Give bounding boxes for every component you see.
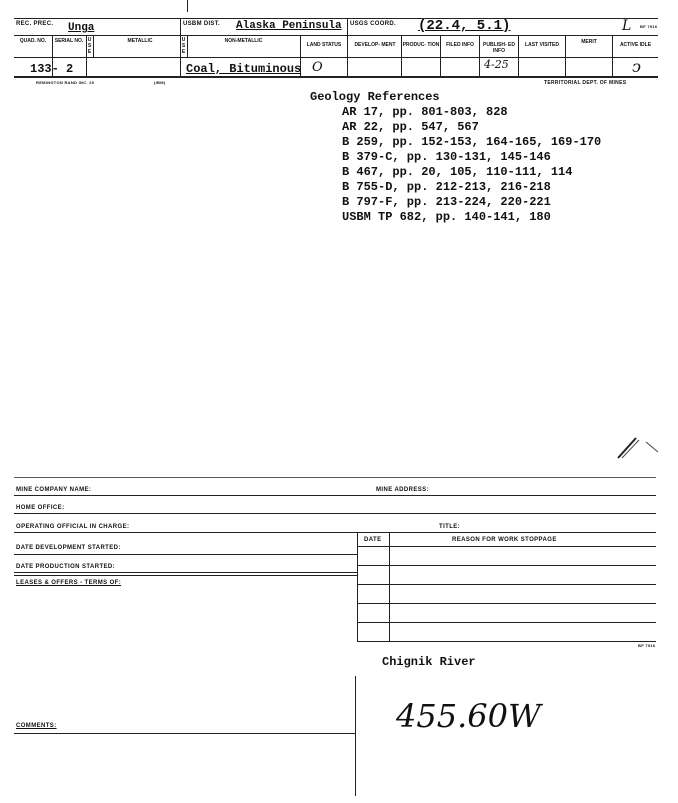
form-line-4 [14,554,357,555]
geology-references [310,90,601,225]
published-info-value: 4-25 [484,58,509,71]
reason-column-header: REASON FOR WORK STOPPAGE [452,537,557,543]
location-value: Chignik River [382,655,476,669]
form-line-3 [14,532,656,533]
col-land-status: LAND STATUS [306,42,342,48]
table-row-line [357,565,656,566]
printer-code: (IBM) [154,80,166,85]
form-number-2: BF 7916 [638,643,656,648]
form-number: BF 7916 [640,24,658,29]
geology-ref: B 467, pp. 20, 105, 110-111, 114 [342,165,573,179]
card-top-line [14,18,658,19]
pencil-mark-icon [614,432,662,462]
usbm-dist-value: Alaska Peninsula [236,20,342,32]
mine-address-label: MINE ADDRESS: [376,487,429,493]
date-dev-started-label: DATE DEVELOPMENT STARTED: [16,545,121,551]
table-header-line [357,546,656,547]
col-quad-no: QUAD. NO. [19,38,47,44]
geology-ref: B 379-C, pp. 130-131, 145-146 [342,150,551,164]
geology-ref: B 259, pp. 152-153, 164-165, 169-170 [342,135,602,149]
form-line-5b [14,575,357,576]
table-date-divider [389,532,390,642]
col-development: DEVELOP- MENT [354,42,396,48]
geology-ref: AR 22, pp. 547, 567 [342,120,479,134]
geology-ref: AR 17, pp. 801-803, 828 [342,105,508,119]
header-divider [14,35,658,36]
title-label: TITLE: [439,524,461,530]
usgs-coord-value: (22.4, 5.1) [418,18,511,34]
col-last-visited: LAST VISITED [525,42,559,48]
col-non-metallic: NON-METALLIC [224,38,263,44]
date-prod-started-label: DATE PRODUCTION STARTED: [16,564,116,570]
non-metallic-value: Coal, Bituminous [186,62,302,76]
comments-label: COMMENTS: [16,723,57,729]
col-production: PRODUC- TION [402,42,440,48]
geology-ref: B 755-D, pp. 212-213, 216-218 [342,180,551,194]
top-tick [187,0,188,12]
col-active-idle: ACTIVE IDLE [619,42,652,48]
home-office-label: HOME OFFICE: [16,505,65,511]
geology-ref-list [310,105,601,225]
rec-prec-label: REC. PREC. [16,21,54,27]
table-row-line [357,584,656,585]
leases-label: LEASES & OFFERS - TERMS OF: [16,580,122,586]
mine-company-name-label: MINE COMPANY NAME: [16,487,92,493]
geology-ref: B 797-F, pp. 213-224, 220-221 [342,195,551,209]
card-bottom-line [14,76,658,78]
form-line-5 [14,572,357,573]
table-row-line [357,603,656,604]
quad-serial-value: 133- 2 [30,62,74,76]
col-metallic: METALLIC [127,38,153,44]
form-top-line [14,477,656,478]
col-published-info: PUBLISH- ED INFO [483,42,515,54]
land-status-value: O [312,60,323,75]
divider-usgs [347,18,348,76]
comments-divider [355,676,356,796]
table-row-line [357,622,656,623]
col-use-a: U S E [87,37,92,55]
form-line-2 [14,513,656,514]
rec-prec-value: Unga [68,22,95,34]
table-bottom-line [357,641,656,642]
table-left-border [357,532,358,642]
active-idle-value: ↄ [632,57,641,76]
col-serial-no: SERIAL NO. [54,38,84,44]
printer-label: REMINGTON RAND INC. 20 [36,80,95,85]
col-merit: MERIT [581,39,597,45]
comments-line [14,733,355,734]
col-filed-info: FILED INFO [446,42,474,48]
usbm-dist-label: USBM DIST. [183,21,221,27]
geology-ref: USBM TP 682, pp. 140-141, 180 [342,210,551,224]
territorial-label: TERRITORIAL DEPT. OF MINES [544,80,627,86]
handwritten-coord: 455.60W [396,697,541,735]
geology-heading: Geology References [310,90,440,104]
column-header-divider [14,57,658,58]
usgs-coord-label: USGS COORD. [350,21,396,27]
form-line-1 [14,495,656,496]
operating-official-label: OPERATING OFFICIAL IN CHARGE: [16,524,130,530]
corner-mark: L [622,18,632,34]
col-use-b: U S E [181,37,186,55]
date-column-header: DATE [364,537,382,543]
